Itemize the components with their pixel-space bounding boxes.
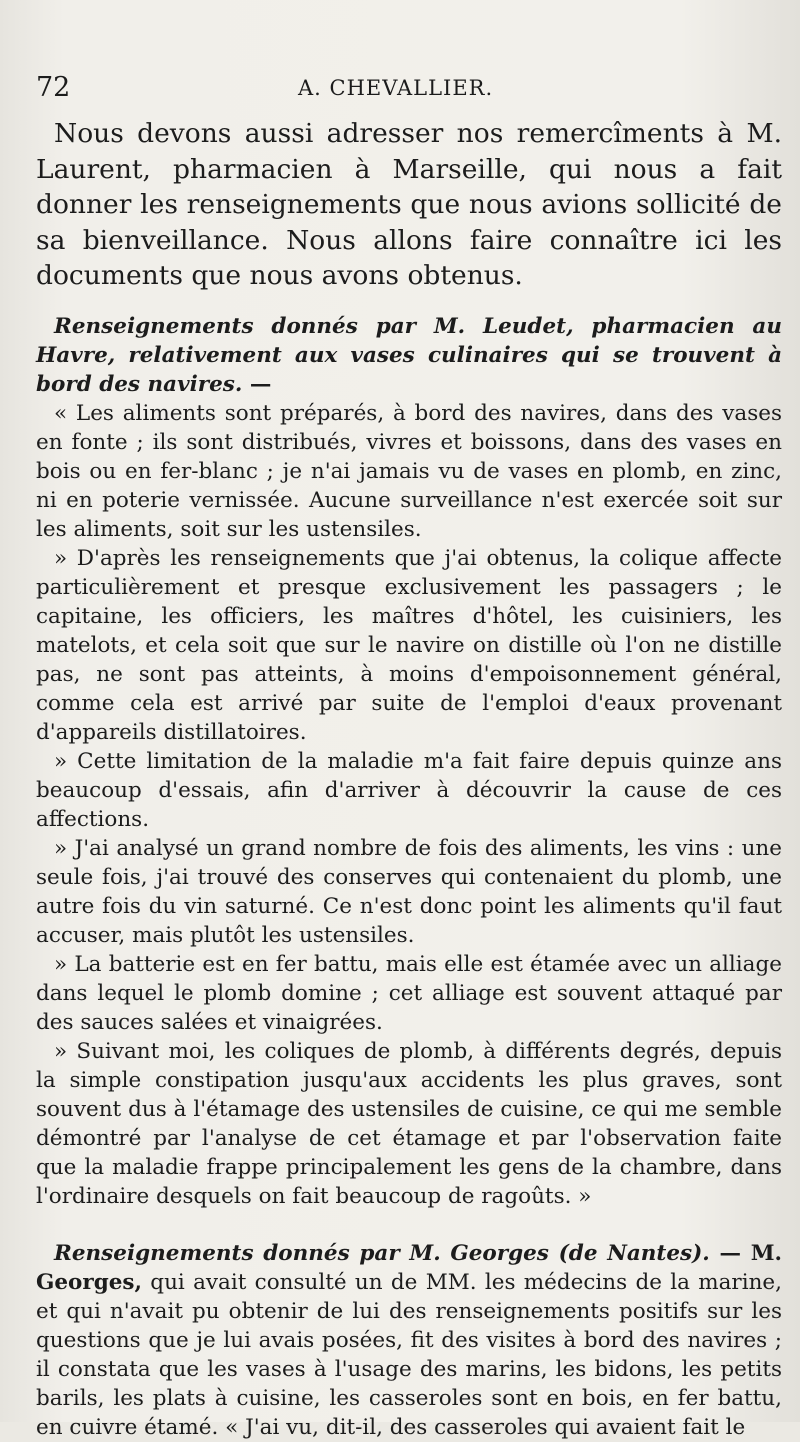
section-heading: Renseignements donnés par M. Georges (de Nantes). [54,1240,710,1266]
page-number: 72 [36,72,71,103]
section-lead: — M. Georges, [36,1240,782,1295]
section-georges-paragraph [36,1239,782,1442]
heading-dash: — [242,371,272,397]
quote-paragraph: » Suivant moi, les coliques de plomb, à différents degrés, depuis la simple constipation jusqu'aux accidents les plus graves, sont souvent dus à l'étamage des ustensiles de cuisine, ce qui me semble démontré par l'analyse de cet étamage et par l'observation faite que la maladie frappe principalement les gens de la chambre, dans l'ordinaire desquels on fait beaucoup de ragoûts. » [36,1038,782,1209]
quote-paragraph: » Cette limitation de la maladie m'a fait faire depuis quinze ans beaucoup d'essais, afin d'arriver à découvrir la cause de ces affections. [36,748,782,832]
page-body [36,116,782,1442]
page-header [36,72,776,108]
section-heading: Renseignements donnés par M. Leudet, pharmacien au Havre, relativement aux vases culinaires qui se trouvent à bord des navires. [36,313,782,397]
section-text: qui avait consulté un de MM. les médecins de la marine, et qui n'avait pu obtenir de lui des renseignements positifs sur les questions que je lui avais posées, fit des visites à bord des navires ; il constata que les vases à l'usage des marins, les bidons, les petits barils, les plats à cuisine, les casseroles sont en bois, en fer battu, en cuivre étamé. « J'ai vu, dit-il, des casseroles qui avaient fait le [36,1269,782,1440]
quote-paragraph: » D'après les renseignements que j'ai obtenus, la colique affecte particulièrement et presque exclusivement les passagers ; le capitaine, les officiers, les maîtres d'hôtel, les cuisiniers, les matelots, et cela soit que sur le navire on distille où l'on ne distille pas, ne sont pas atteints, à moins d'empoisonnement général, comme cela est arrivé par suite de l'emploi d'eaux provenant d'appareils distillatoires. [36,545,782,745]
running-head: A. CHEVALLIER. [298,76,494,100]
section-leudet-heading-paragraph [36,312,782,399]
quote-paragraph: « Les aliments sont préparés, à bord des navires, dans des vases en fonte ; ils sont distribués, vivres et boissons, dans des vases en bois ou en fer-blanc ; je n'ai jamais vu de vases en plomb, en zinc, ni en poterie vernissée. Aucune surveillance n'est exercée soit sur les aliments, soit sur les ustensiles. [36,400,782,542]
intro-paragraph: Nous devons aussi adresser nos remercîments à M. Laurent, pharmacien à Marseille, qui nous a fait donner les renseignements que nous avions sollicité de sa bienveillance. Nous allons faire connaître ici les documents que nous avons obtenus. [36,118,782,291]
quote-paragraph: » La batterie est en fer battu, mais elle est étamée avec un alliage dans lequel le plomb domine ; cet alliage est souvent attaqué par des sauces salées et vinaigrées. [36,951,782,1035]
quote-paragraph: » J'ai analysé un grand nombre de fois des aliments, les vins : une seule fois, j'ai trouvé des conserves qui contenaient du plomb, une autre fois du vin saturné. Ce n'est donc point les aliments qu'il faut accuser, mais plutôt les ustensiles. [36,835,782,948]
